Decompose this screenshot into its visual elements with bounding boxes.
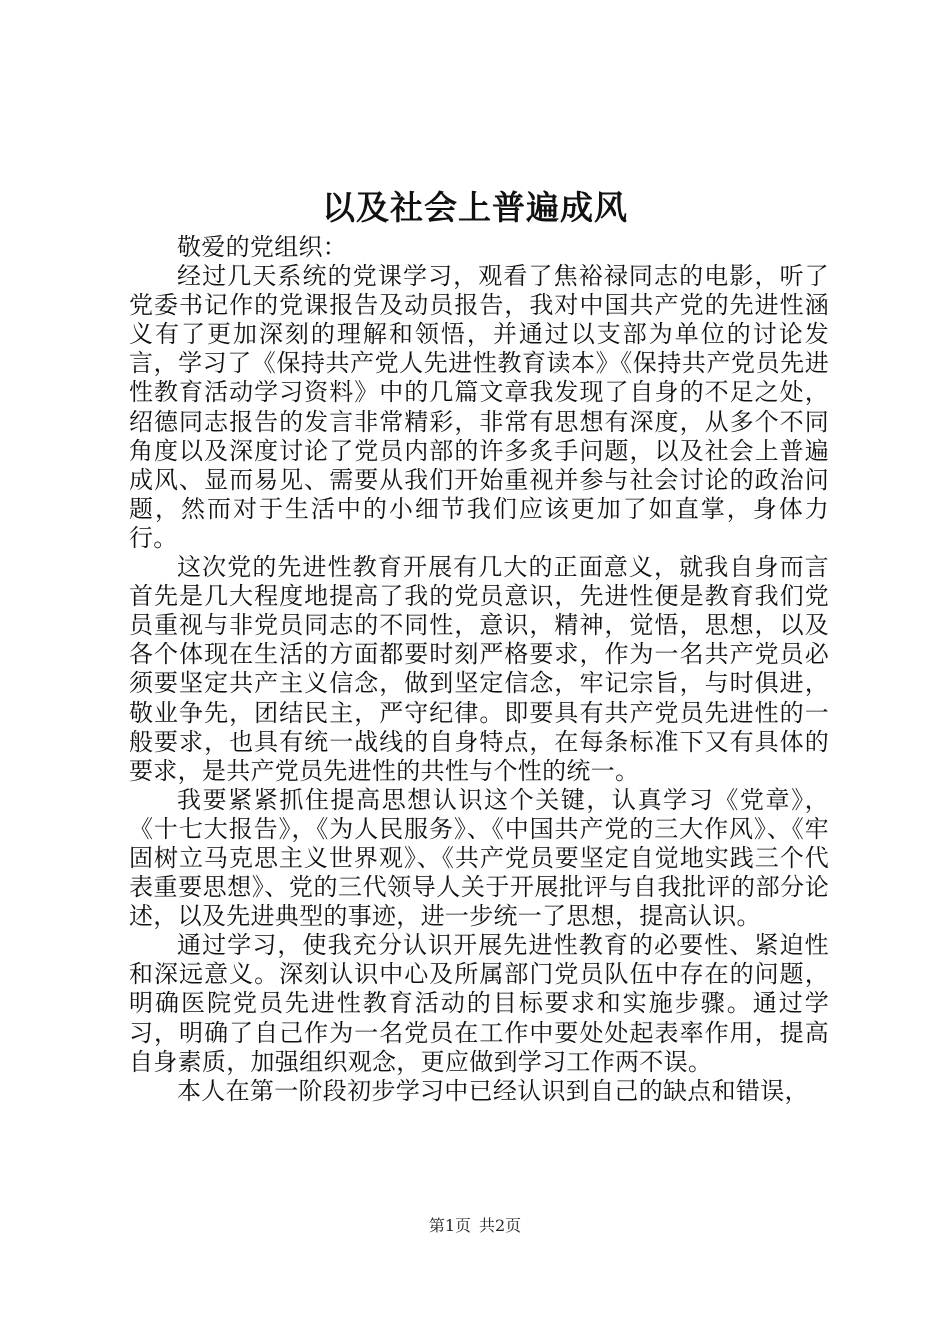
page-number: 第1页 <box>428 1216 471 1235</box>
page-total: 共2页 <box>479 1216 522 1235</box>
paragraph: 通过学习，使我充分认识开展先进性教育的必要性、紧迫性和深远意义。深刻认识中心及所属部门党员队伍中存在的问题，明确医院党员先进性教育活动的目标要求和实施步骤。通过学习，明确了自己作为一名党员在工作中要处处起表率作用，提高自身素质，加强组织观念，更应做到学习工作两不误。 <box>129 931 829 1076</box>
document-title: 以及社会上普遍成风 <box>322 188 628 227</box>
page-footer <box>0 1215 950 1237</box>
paragraph: 我要紧紧抓住提高思想认识这个关键，认真学习《党章》，《十七大报告》，《为人民服务》、《中国共产党的三大作风》、《牢固树立马克思主义世界观》、《共产党员要坚定自觉地实践三个代表重要思想》、党的三代领导人关于开展批评与自我批评的部分论述，以及先进典型的事迹，进一步统一了思想，提高认识。 <box>129 785 829 931</box>
paragraph: 这次党的先进性教育开展有几大的正面意义，就我自身而言首先是几大程度地提高了我的党员意识，先进性便是教育我们党员重视与非党员同志的不同性，意识，精神，觉悟，思想，以及各个体现在生活的方面都要时刻严格要求，作为一名共产党员必须要坚定共产主义信念，做到坚定信念，牢记宗旨，与时俱进，敬业争先，团结民主，严守纪律。即要具有共产党员先进性的一般要求，也具有统一战线的自身特点，在每条标准下又有具体的要求，是共产党员先进性的共性与个性的统一。 <box>129 553 829 785</box>
salutation: 敬爱的党组织： <box>177 233 348 261</box>
paragraph: 经过几天系统的党课学习，观看了焦裕禄同志的电影，听了党委书记作的党课报告及动员报告，我对中国共产党的先进性涵义有了更加深刻的理解和领悟，并通过以支部为单位的讨论发言，学习了《保持共产党人先进性教育读本》《保持共产党员先进性教育活动学习资料》中的几篇文章我发现了自身的不足之处，绍德同志报告的发言非常精彩，非常有思想有深度，从多个不同角度以及深度讨论了党员内部的许多炙手问题，以及社会上普遍成风、显而易见、需要从我们开始重视并参与社会讨论的政治问题，然而对于生活中的小细节我们应该更加了如直掌，身体力行。 <box>129 262 829 552</box>
document-body <box>129 233 829 1106</box>
paragraph: 本人在第一阶段初步学习中已经认识到自己的缺点和错误， <box>177 1076 809 1105</box>
